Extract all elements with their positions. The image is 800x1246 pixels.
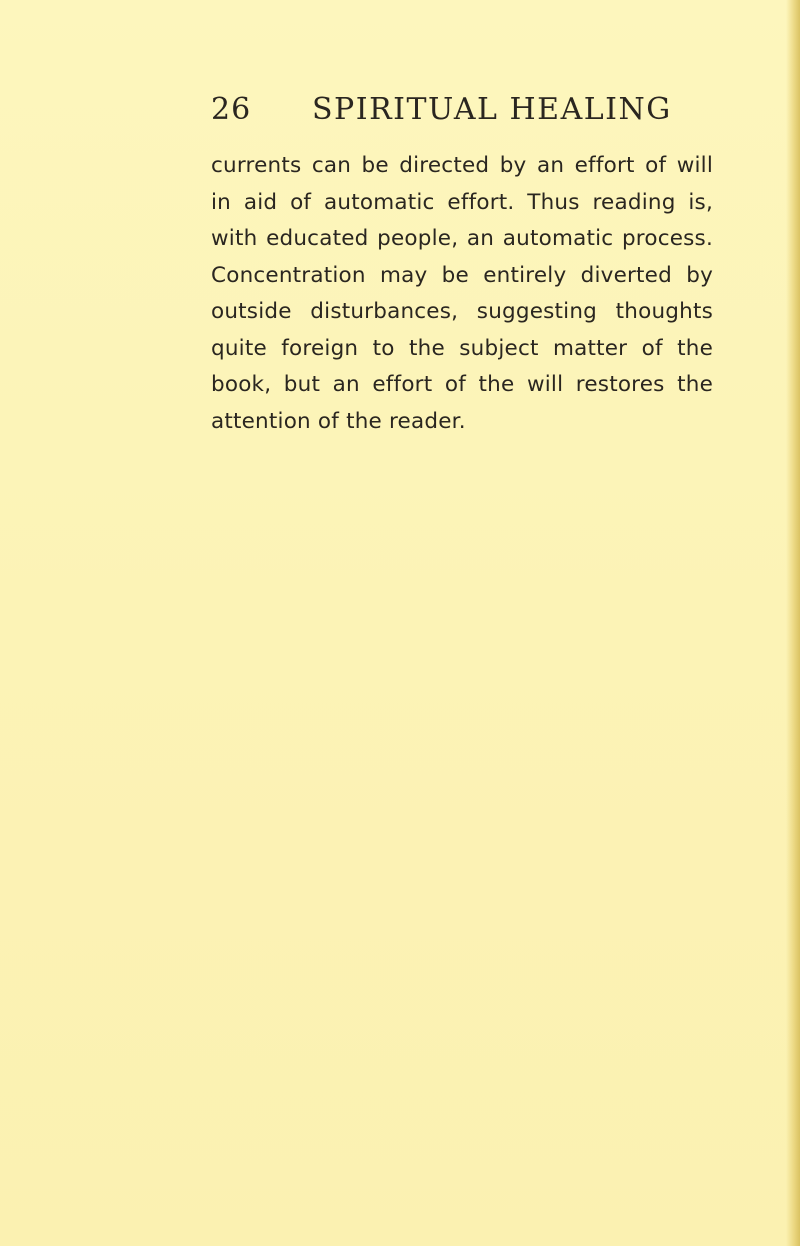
running-head bbox=[0, 92, 800, 132]
page-edge-shadow bbox=[786, 0, 800, 1246]
text-line: currents can be directed by an effort of will bbox=[211, 153, 713, 178]
text-line: in aid of automatic effort. Thus reading is, bbox=[211, 189, 713, 215]
text-line: Concentration may be entirely diverted by bbox=[211, 262, 713, 288]
text-line: quite foreign to the subject matter of the bbox=[211, 335, 713, 361]
text-line: with educated people, an automatic process. bbox=[211, 226, 713, 251]
text-line: outside disturbances, suggesting thoughts bbox=[211, 299, 713, 324]
text-line: book, but an effort of the will restores the bbox=[211, 372, 713, 397]
page-number: 26 bbox=[211, 92, 252, 127]
body-paragraph bbox=[211, 148, 713, 440]
text-line: attention of the reader. bbox=[211, 408, 466, 434]
running-title: SPIRITUAL HEALING bbox=[312, 92, 672, 127]
